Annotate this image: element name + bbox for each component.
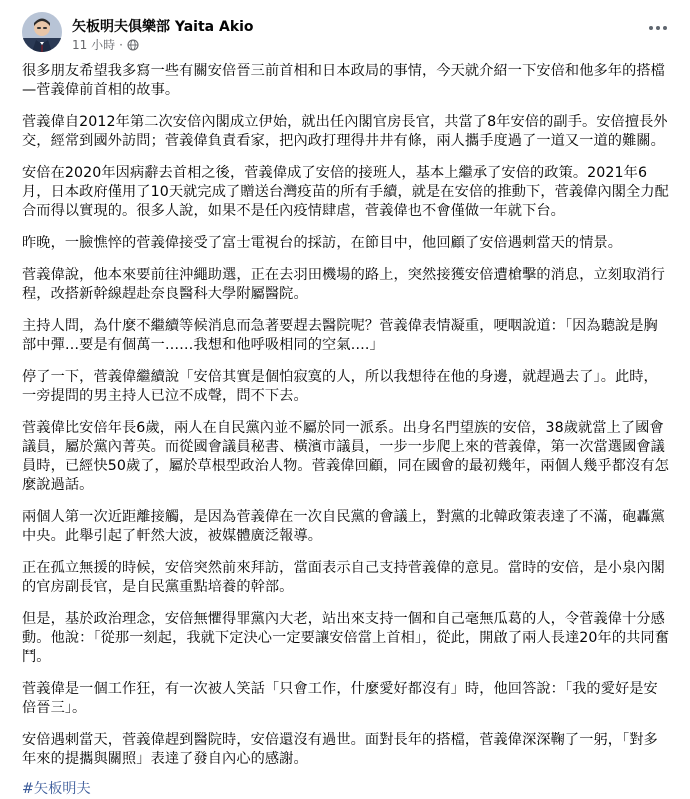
paragraph: 菅義偉自2012年第二次安倍內閣成立伊始，就出任內閣官房長官，共當了8年安倍的副手。安倍擅長外交，經常到國外訪問；菅義偉負責看家，把內政打理得井井有條，兩人攜手度過了一道又一道的難關。 <box>22 114 668 149</box>
avatar-photo <box>22 12 62 52</box>
paragraph: 菅義偉比安倍年長6歲，兩人在自民黨內並不屬於同一派系。出身名門望族的安倍，38歲就當上了國會議員，屬於黨內菁英。而從國會議員秘書、橫濱市議員，一步一步爬上來的菅義偉，第一次當選國會議員時，已經快50歲了，屬於草根型政治人物。菅義偉回顧，同在國會的最初幾年，兩個人幾乎都沒有怎麼說過話。 <box>22 420 669 493</box>
author-avatar[interactable] <box>22 12 62 52</box>
post-header <box>22 12 672 52</box>
more-options-icon[interactable] <box>644 18 672 38</box>
paragraph: 安倍在2020年因病辭去首相之後，菅義偉成了安倍的接班人，基本上繼承了安倍的政策。2021年6月，日本政府僅用了10天就完成了贈送台灣疫苗的所有手續，就是在安倍的推動下，菅義偉內閣全力配合而得以實現的。很多人說，如果不是任內疫情肆虐，菅義偉也不會僅做一年就下台。 <box>22 165 669 219</box>
paragraph: 正在孤立無援的時候，安倍突然前來拜訪，當面表示自己支持菅義偉的意見。當時的安倍，是小泉內閣的官房副長官，是自民黨重點培養的幹部。 <box>22 560 665 595</box>
paragraph: 停了一下，菅義偉繼續說「安倍其實是個怕寂寞的人，所以我想待在他的身邊，就趕過去了」。此時，一旁提問的男主持人已泣不成聲，問不下去。 <box>22 369 658 404</box>
post-content <box>22 62 672 799</box>
paragraph: 主持人問，為什麼不繼續等候消息而急著要趕去醫院呢？菅義偉表情凝重，哽咽說道：「因為聽說是胸部中彈…要是有個萬一……我想和他呼吸相同的空氣….」 <box>22 318 658 353</box>
hashtag-link[interactable]: #矢板明夫 <box>22 781 91 797</box>
paragraph: 很多朋友希望我多寫一些有關安倍晉三前首相和日本政局的事情，今天就介紹一下安倍和他多年的搭檔—菅義偉前首相的故事。 <box>22 63 665 98</box>
paragraph: 菅義偉是一個工作狂，有一次被人笑話「只會工作，什麼愛好都沒有」時，他回答說：「我的愛好是安倍晉三」。 <box>22 681 658 716</box>
paragraph: 菅義偉說，他本來要前往沖繩助選，正在去羽田機場的路上，突然接獲安倍遭槍擊的消息，立刻取消行程，改搭新幹線趕赴奈良醫科大學附屬醫院。 <box>22 267 665 302</box>
paragraph: 但是，基於政治理念，安倍無懼得罪黨內大老，站出來支持一個和自己毫無瓜葛的人，令菅義偉十分感動。他說：「從那一刻起，我就下定決心一定要讓安倍當上首相」，從此，開啟了兩人長達20年的共同奮鬥。 <box>22 611 669 665</box>
paragraph: 昨晚，一臉憔悴的菅義偉接受了富士電視台的採訪，在節目中，他回顧了安倍遇刺當天的情景。 <box>22 235 623 251</box>
meta-separator: · <box>119 37 123 52</box>
paragraph: 安倍遇刺當天，菅義偉趕到醫院時，安倍還沒有過世。面對長年的搭檔，菅義偉深深鞠了一躬，「對多年來的提攜與關照」表達了發自內心的感謝。 <box>22 732 658 767</box>
post-time[interactable]: 11 小時 <box>72 38 116 52</box>
post-meta <box>72 36 139 53</box>
author-name[interactable]: 矢板明夫俱樂部 Yaita Akio <box>72 19 254 35</box>
globe-icon <box>127 39 139 51</box>
paragraph: 兩個人第一次近距離接觸，是因為菅義偉在一次自民黨的會議上，對黨的北韓政策表達了不滿，砲轟黨中央。此舉引起了軒然大波，被媒體廣泛報導。 <box>22 509 665 544</box>
